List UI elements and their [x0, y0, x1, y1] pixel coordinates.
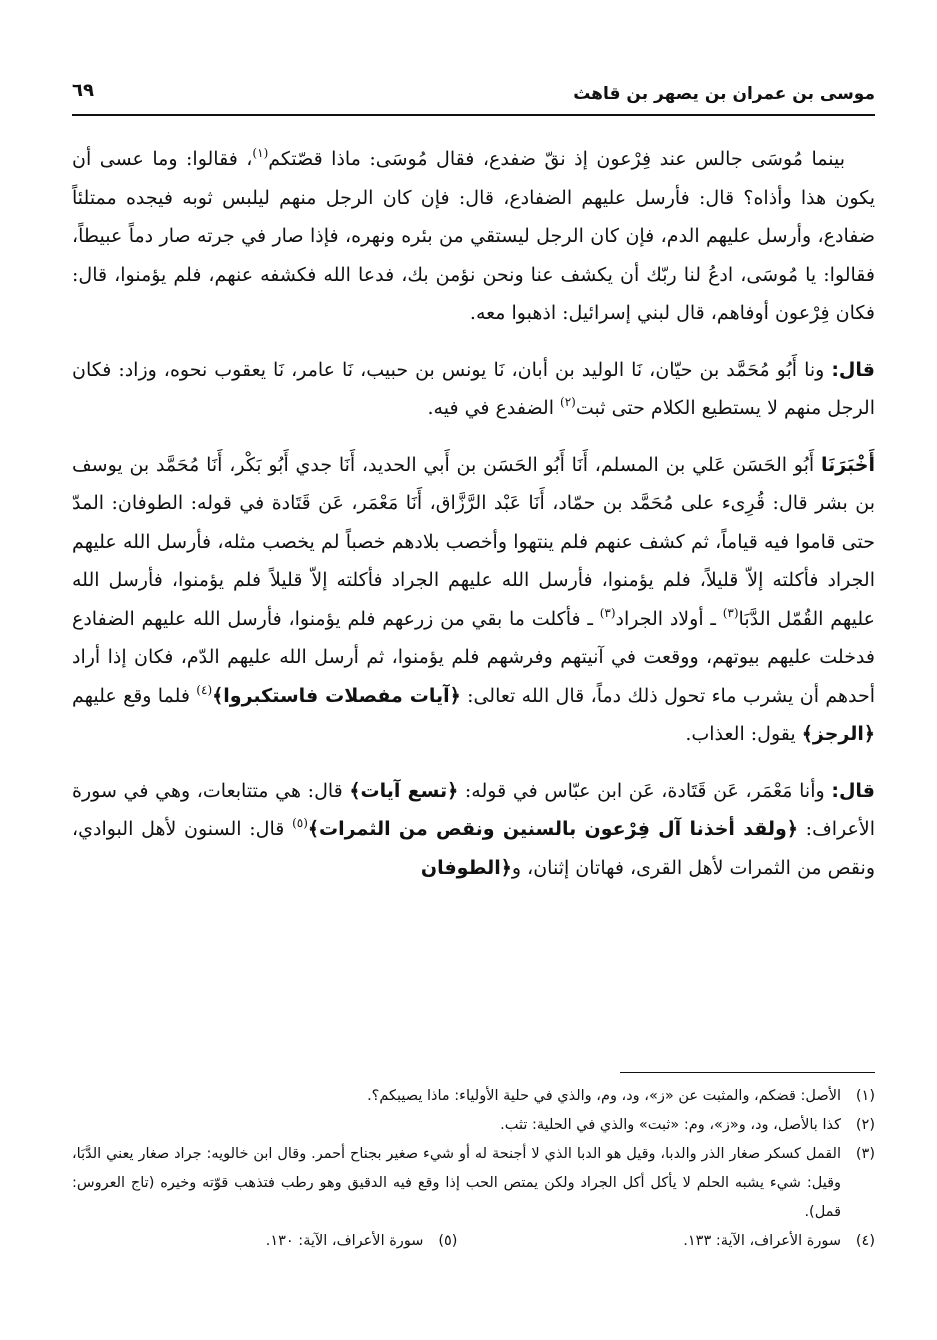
paragraph-2 — [72, 351, 875, 428]
footnote-ref: (٤) — [196, 682, 213, 697]
footnote-text: كذا بالأصل، ود، و«ز»، وم: «ثبت» والذي في الحلية: تثب. — [500, 1117, 841, 1133]
text-segment: وأنا مَعْمَر، عَن قَتَادة، عَن ابن عبّاس في قوله: — [458, 779, 832, 802]
quran-quote: ﴿الرجز﴾ — [801, 723, 875, 745]
footnote-number: (٥) — [438, 1233, 458, 1249]
footnote-number: (٤) — [855, 1233, 875, 1249]
running-title: موسى بن عمران بن يصهر بن قاهث — [573, 84, 875, 104]
page-header — [72, 78, 875, 116]
text-segment: بينما مُوسَى جالس عند فِرْعون إذ نقّ ضفدع، فقال مُوسَى: ماذا قصّتكم — [268, 148, 845, 170]
footnote-row-4-5 — [72, 1227, 875, 1256]
quran-quote: ﴿ولقد أخذنا آل فِرْعون بالسنين ونقص من الثمرات﴾ — [307, 818, 798, 840]
text-segment: يقول: العذاب. — [685, 723, 802, 745]
footnote-text: الأصل: قضكم، والمثبت عن «ز»، ود، وم، والذي في حلية الأولياء: ماذا يصيبكم؟. — [367, 1088, 841, 1104]
quran-quote: ﴿آيات مفصلات فاستكبروا﴾ — [212, 684, 461, 707]
footnote-divider — [620, 1072, 875, 1073]
footnote-2 — [72, 1111, 875, 1140]
paragraph-lead-word: أَخْبَرَنَا — [820, 453, 875, 476]
quran-quote: ﴿الطوفان — [420, 856, 512, 879]
text-segment: قال: هي متتابعات، وهي في سورة الأعراف: — [72, 779, 875, 840]
text-segment: أَبُو الحَسَن عَلي بن المسلم، أَنَا أَبُو الحَسَن بن أَبي الحديد، أَنَا جدي أَبُو بَكْر، أَنَا مُحَمَّد بن يوسف بن بشر قال: قُرِىء على مُحَمَّد بن حمّاد، أَنَا عَبْد الرَّزَّاق، أَنَا مَعْمَر، عَن قَتَادة في قوله: الطوفان: المدّ حتى قاموا فيه قياماً، ثم كشف عنهم فلم ينتهوا وأخصب بلادهم خصباً لم يخصب مثله، فأرسل الله عليهم الجراد فأكلته إلاّ قليلاً، فلم يؤمنوا، فأرسل الله عليهم الجراد فأكلته إلاّ قليلاً فلم يؤمنوا، فأرسل الله عليهم القُمّل الدَّبَا — [72, 453, 875, 630]
text-segment: ونا أَبُو مُحَمَّد بن حيّان، نَا الوليد بن أبان، نَا يونس بن حبيب، نَا عامر، نَا يعقوب نحوه، وزاد: فكان الرجل منهم لا يستطيع الكلام حتى ثبت — [72, 358, 875, 419]
footnote-3 — [72, 1140, 875, 1227]
text-segment: ـ فأكلت ما بقي من زرعهم فلم يؤمنوا، فأرسل الله عليهم الضفادع فدخلت عليهم بيوتهم، ووقعت في آنيتهم وفرشهم فلم يؤمنوا، ثم أرسل الله عليهم الدّم، فكان إذا أراد أحدهم أن يشرب ماء تحول ذلك دماً، قال الله تعالى: — [72, 607, 875, 707]
footnote-ref: (٥) — [292, 816, 308, 830]
footnote-ref: (٣) — [599, 605, 616, 620]
footnote-number: (١) — [855, 1088, 875, 1104]
quran-quote: ﴿تسع آيات﴾ — [349, 779, 459, 802]
footnote-4 — [457, 1227, 875, 1256]
main-text — [72, 140, 875, 905]
footnote-1 — [72, 1082, 875, 1111]
text-segment: ، فقالوا: وما عسى أن يكون هذا وأذاه؟ قال: فأرسل عليهم الضفادع، قال: فإن كان الرجل منهم ليلبس ثوبه فيجده ممتلئاً ضفادع، وأرسل عليهم الدم، فإن كان الرجل ليستقي من بئره ونهره، فإذا صار في جرته صار دماً عبيطاً، فقالوا: يا مُوسَى، ادعُ لنا ربّك أن يكشف عنا ونحن نؤمن بك، فدعا الله فكشفه عنهم، فلم يؤمنوا، قال: فكان فِرْعون أوفاهم، قال لبني إسرائيل: اذهبوا معه. — [72, 148, 875, 324]
footnote-number: (٢) — [855, 1117, 875, 1133]
paragraph-lead-word: قال: — [831, 779, 876, 802]
text-segment: ـ أولاد الجراد — [615, 607, 723, 630]
text-segment: الضفدع في فيه. — [427, 397, 561, 419]
paragraph-lead-word: قال: — [831, 358, 875, 381]
footnote-ref: (١) — [252, 146, 269, 160]
footnote-5 — [72, 1227, 457, 1256]
footnote-number: (٣) — [855, 1146, 875, 1162]
footnote-ref: (٢) — [560, 395, 576, 409]
text-segment: قال: السنون لأهل البوادي، ونقص من الثمرات لأهل القرى، فهاتان إثنان، و — [72, 818, 875, 879]
footnote-ref: (٣) — [722, 605, 739, 620]
paragraph-3 — [72, 446, 875, 754]
footnote-text: سورة الأعراف، الآية: ١٣٠. — [265, 1233, 424, 1249]
footnote-text: القمل كسكر صغار الذر والدبا، وقيل هو الدبا الذي لا أجنحة له أو شيء صغير بجناح أحمر. وقال ابن خالويه: جراد صغار يعني الدَّبَا، وقيل: شيء يشبه الحلم لا يأكل أكل الجراد ولكن يمتص الحب إذا وقع فيه الدقيق وهو رطب فتذهب قوّته وخيره (تاج العروس: قمل). — [72, 1146, 841, 1220]
footnotes — [72, 1082, 875, 1256]
page-number: ٦٩ — [72, 80, 94, 101]
text-segment: فلما وقع عليهم — [72, 684, 197, 707]
paragraph-4 — [72, 772, 875, 888]
paragraph-1 — [72, 140, 875, 333]
footnote-text: سورة الأعراف، الآية: ١٣٣. — [683, 1233, 841, 1249]
